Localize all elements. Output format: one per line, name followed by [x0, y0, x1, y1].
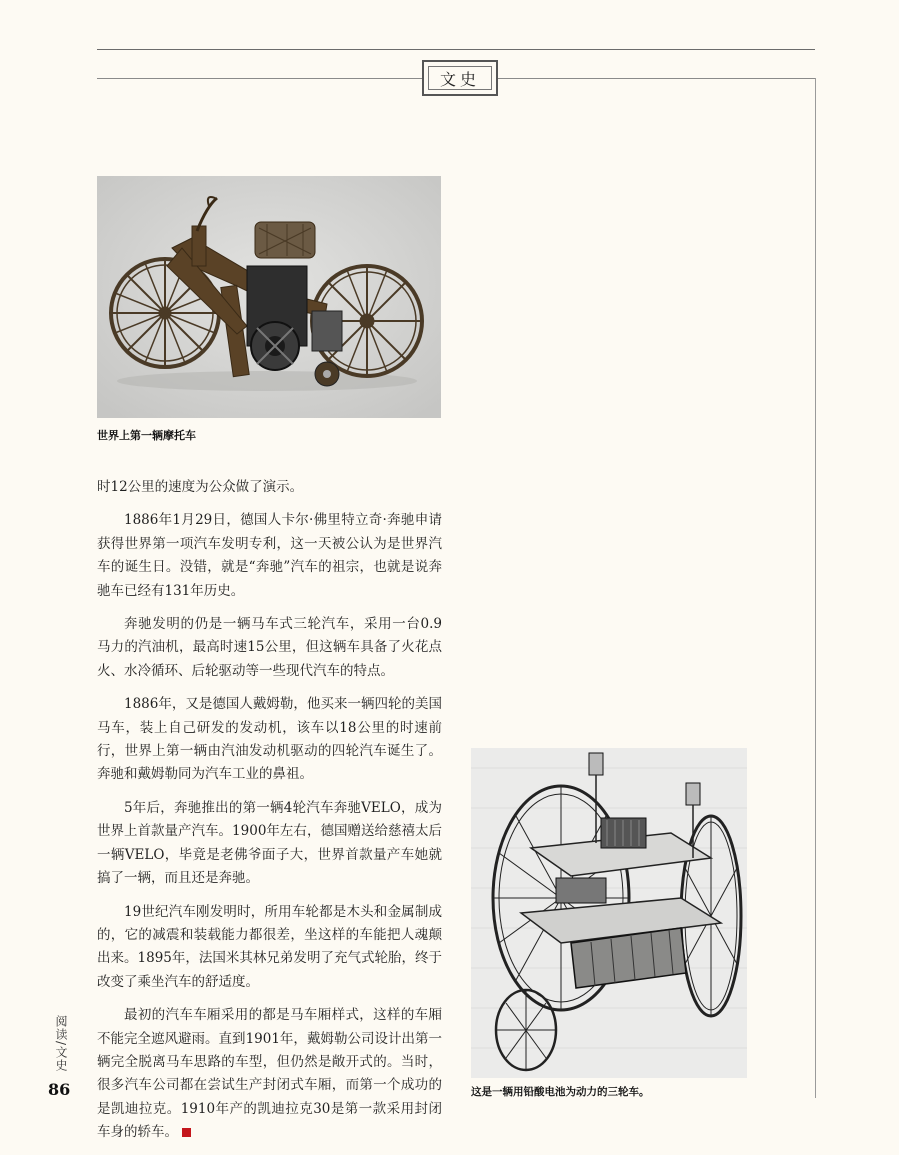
right-column-rule [815, 78, 816, 1098]
article-paragraph: 19世纪汽车刚发明时，所用车轮都是木头和金属制成的，它的减震和装载能力都很差，坐这样的车能把人魂颠出来。1895年，法国米其林兄弟发明了充气式轮胎，终于改变了乘坐汽车的舒适度。 [97, 903, 442, 990]
article-paragraph: 奔驰发明的仍是一辆马车式三轮汽车，采用一台0.9马力的汽油机，最高时速15公里，但这辆车具备了火花点火、水冷循环、后轮驱动等一些现代汽车的特点。 [97, 616, 442, 679]
motorcycle-photo [97, 176, 441, 418]
article-paragraph-text: 最初的汽车车厢采用的都是马车厢样式，这样的车厢不能完全遮风避雨。直到1901年，戴姆勒公司设计出第一辆完全脱离马车思路的车型，但仍然是敞开式的。当时，很多汽车公司都在尝试生产封闭式车厢，而第一个成功的是凯迪拉克。1910年产的凯迪拉克30是第一款采用封闭车身的轿车。 [97, 1007, 442, 1141]
end-of-article-mark [182, 1128, 191, 1137]
page-number: 86 [48, 1080, 71, 1099]
section-header-box [422, 60, 498, 96]
article-body [97, 476, 442, 1155]
motorcycle-caption: 世界上第一辆摩托车 [97, 429, 196, 442]
section-title: 文史 [428, 66, 492, 90]
top-rule [97, 49, 815, 50]
tricycle-engraving [471, 748, 747, 1078]
magazine-section-label: 阅读/文史 [54, 1015, 68, 1073]
article-paragraph: 5年后，奔驰推出的第一辆4轮汽车奔驰VELO，成为世界上首款量产汽车。1900年左右，德国赠送给慈禧太后一辆VELO，毕竟是老佛爷面子大，世界首款量产车她就搞了一辆，而且还是奔驰。 [97, 799, 442, 887]
article-paragraph: 1886年，又是德国人戴姆勒，他买来一辆四轮的美国马车，装上自己研发的发动机，该车以18公里的时速前行，世界上第一辆由汽油发动机驱动的四轮汽车诞生了。奔驰和戴姆勒同为汽车工业的鼻祖。 [97, 696, 442, 783]
article-paragraph-last [97, 1004, 442, 1144]
tricycle-caption: 这是一辆用铅酸电池为动力的三轮车。 [471, 1086, 650, 1098]
article-paragraph: 1886年1月29日，德国人卡尔·佛里特立奇·奔驰申请获得世界第一项汽车发明专利，这一天被公认为是世界汽车的诞生日。没错，就是“奔驰”汽车的祖宗，也就是说奔驰车已经有131年历史。 [97, 512, 442, 599]
article-paragraph: 时12公里的速度为公众做了演示。 [97, 479, 304, 495]
